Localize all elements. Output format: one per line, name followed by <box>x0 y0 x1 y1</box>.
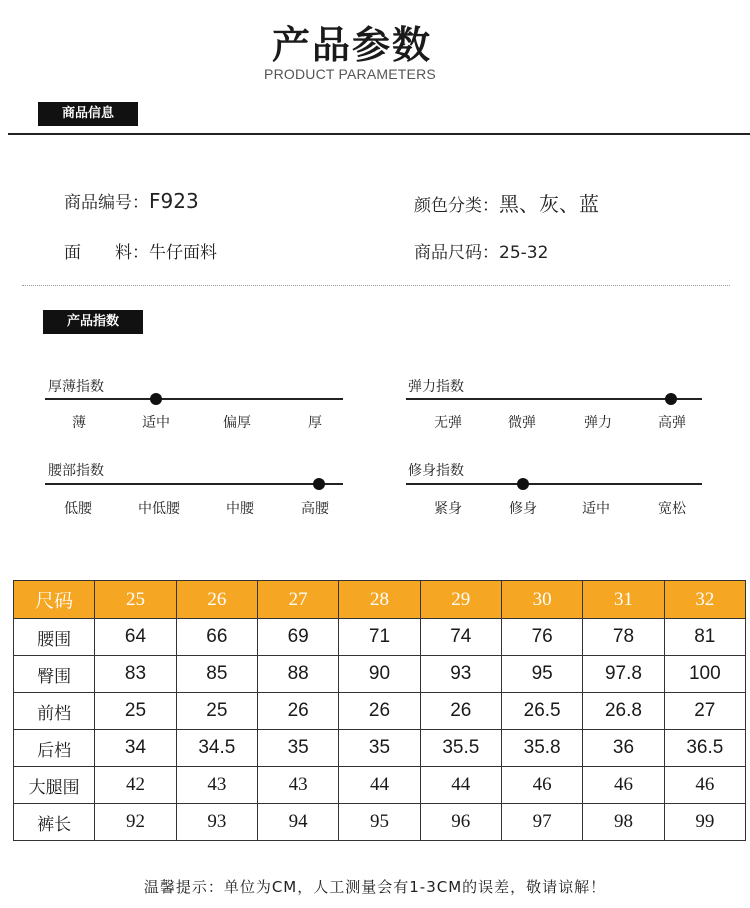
table-cell: 85 <box>176 656 257 693</box>
table-cell: 34.5 <box>176 730 257 767</box>
table-cell: 81 <box>664 619 745 656</box>
index-tick: 适中 <box>582 501 610 517</box>
index-waist <box>45 460 343 520</box>
page-title: 产品参数 <box>271 23 432 67</box>
info-size-value: 25-32 <box>499 243 549 263</box>
table-header-cell: 26 <box>176 581 257 619</box>
index-tick: 薄 <box>72 415 86 431</box>
table-cell: 46 <box>664 767 745 804</box>
table-cell: 26 <box>257 693 338 730</box>
table-cell: 90 <box>339 656 420 693</box>
table-header-cell: 31 <box>583 581 664 619</box>
index-tick: 修身 <box>509 501 537 517</box>
info-code-label: 商品编号： <box>64 193 149 213</box>
table-cell: 43 <box>176 767 257 804</box>
index-tick: 适中 <box>142 415 170 431</box>
index-elasticity <box>406 376 702 436</box>
table-cell: 35.8 <box>501 730 582 767</box>
index-title: 修身指数 <box>408 463 464 479</box>
info-fabric-label: 面 料： <box>64 243 149 263</box>
section-tag-product-index: 产品指数 <box>43 310 143 334</box>
table-cell: 64 <box>95 619 176 656</box>
info-color <box>414 188 599 217</box>
index-tick: 中低腰 <box>138 501 180 517</box>
table-cell: 25 <box>176 693 257 730</box>
table-cell: 44 <box>339 767 420 804</box>
table-cell: 44 <box>420 767 501 804</box>
index-marker <box>517 478 529 490</box>
index-marker <box>313 478 325 490</box>
table-header-row <box>14 581 746 619</box>
table-header-cell: 32 <box>664 581 745 619</box>
table-cell: 26.5 <box>501 693 582 730</box>
dotted-divider <box>22 285 730 286</box>
index-tick: 弹力 <box>584 415 612 431</box>
index-marker <box>665 393 677 405</box>
table-cell: 34 <box>95 730 176 767</box>
table-cell: 43 <box>257 767 338 804</box>
table-cell: 66 <box>176 619 257 656</box>
table-row <box>14 767 746 804</box>
table-row <box>14 619 746 656</box>
index-tick: 偏厚 <box>223 415 251 431</box>
table-header-cell: 30 <box>501 581 582 619</box>
table-cell: 74 <box>420 619 501 656</box>
table-cell: 26 <box>339 693 420 730</box>
info-color-value: 黑、灰、蓝 <box>499 192 599 216</box>
index-tick: 微弹 <box>508 415 536 431</box>
index-track <box>406 483 702 485</box>
table-cell: 99 <box>664 804 745 841</box>
info-fabric <box>64 238 217 263</box>
table-cell: 25 <box>95 693 176 730</box>
table-cell: 27 <box>664 693 745 730</box>
table-header-cell: 尺码 <box>14 581 95 619</box>
index-title: 腰部指数 <box>48 463 104 479</box>
table-cell: 78 <box>583 619 664 656</box>
table-cell: 26 <box>420 693 501 730</box>
table-cell: 97 <box>501 804 582 841</box>
index-marker <box>150 393 162 405</box>
table-row-label: 前档 <box>14 693 95 730</box>
table-cell: 96 <box>420 804 501 841</box>
table-cell: 92 <box>95 804 176 841</box>
index-tick: 中腰 <box>226 501 254 517</box>
table-cell: 93 <box>176 804 257 841</box>
table-cell: 94 <box>257 804 338 841</box>
table-cell: 83 <box>95 656 176 693</box>
table-header-cell: 28 <box>339 581 420 619</box>
measurement-note: 温馨提示：单位为CM，人工测量会有1-3CM的误差，敬请谅解！ <box>143 878 607 896</box>
table-cell: 95 <box>339 804 420 841</box>
section-divider <box>8 133 750 135</box>
info-fabric-value: 牛仔面料 <box>149 243 217 263</box>
info-size <box>414 238 548 263</box>
index-tick: 高腰 <box>301 501 329 517</box>
table-header-cell: 27 <box>257 581 338 619</box>
table-cell: 36.5 <box>664 730 745 767</box>
table-cell: 76 <box>501 619 582 656</box>
table-cell: 98 <box>583 804 664 841</box>
info-code <box>64 188 199 213</box>
table-cell: 69 <box>257 619 338 656</box>
index-title: 厚薄指数 <box>48 379 104 395</box>
table-row <box>14 804 746 841</box>
size-table <box>13 580 746 841</box>
table-cell: 36 <box>583 730 664 767</box>
table-cell: 35 <box>339 730 420 767</box>
table-row-label: 腰围 <box>14 619 95 656</box>
table-row-label: 裤长 <box>14 804 95 841</box>
index-tick: 高弹 <box>658 415 686 431</box>
index-track <box>45 398 343 400</box>
index-tick: 无弹 <box>434 415 462 431</box>
index-tick: 紧身 <box>434 501 462 517</box>
table-cell: 35 <box>257 730 338 767</box>
table-cell: 71 <box>339 619 420 656</box>
index-tick: 低腰 <box>64 501 92 517</box>
table-cell: 35.5 <box>420 730 501 767</box>
index-tick: 厚 <box>308 415 322 431</box>
table-cell: 42 <box>95 767 176 804</box>
table-row <box>14 730 746 767</box>
section-tag-product-info: 商品信息 <box>38 102 138 126</box>
index-thickness <box>45 376 343 436</box>
table-cell: 97.8 <box>583 656 664 693</box>
table-row <box>14 656 746 693</box>
table-cell: 88 <box>257 656 338 693</box>
table-cell: 93 <box>420 656 501 693</box>
index-track <box>406 398 702 400</box>
table-cell: 26.8 <box>583 693 664 730</box>
info-size-label: 商品尺码： <box>414 243 499 263</box>
table-header-cell: 25 <box>95 581 176 619</box>
table-cell: 46 <box>583 767 664 804</box>
table-cell: 100 <box>664 656 745 693</box>
info-code-value: F923 <box>149 189 199 213</box>
table-cell: 46 <box>501 767 582 804</box>
table-header-cell: 29 <box>420 581 501 619</box>
table-row <box>14 693 746 730</box>
index-title: 弹力指数 <box>408 379 464 395</box>
info-color-label: 颜色分类： <box>414 196 499 216</box>
index-track <box>45 483 343 485</box>
index-tick: 宽松 <box>658 501 686 517</box>
table-row-label: 大腿围 <box>14 767 95 804</box>
table-row-label: 臀围 <box>14 656 95 693</box>
page-subtitle: PRODUCT PARAMETERS <box>264 66 436 82</box>
table-cell: 95 <box>501 656 582 693</box>
index-fit <box>406 460 702 520</box>
table-row-label: 后档 <box>14 730 95 767</box>
